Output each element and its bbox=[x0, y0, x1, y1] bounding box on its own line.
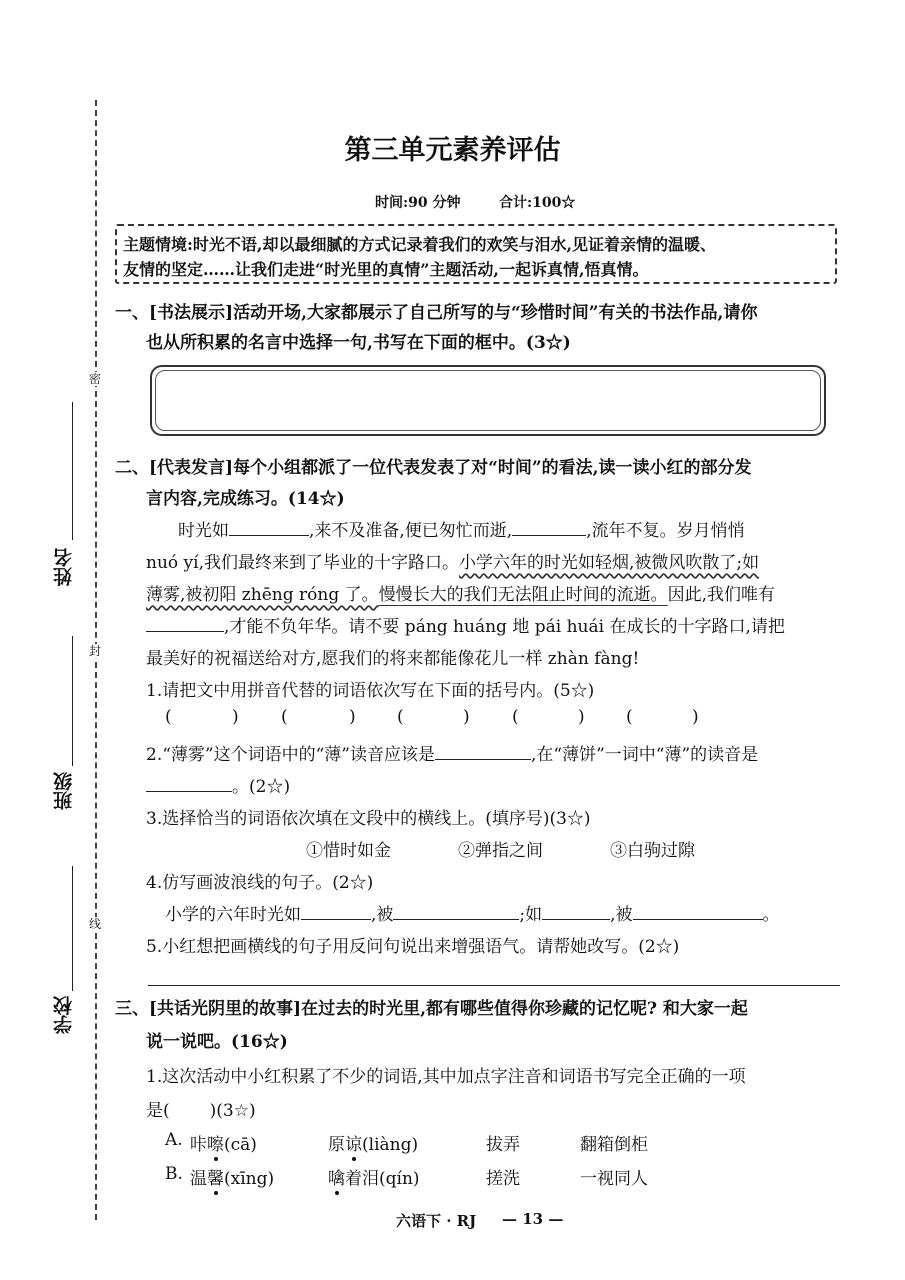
cut-word-seal: 密 bbox=[89, 372, 102, 386]
section1-heading-2: 也从所积累的名言中选择一句,书写在下面的框中。(3☆) bbox=[146, 333, 571, 353]
theme-box bbox=[115, 224, 837, 284]
class-field-line[interactable] bbox=[72, 636, 73, 766]
option-b-word-1: 温馨(xīng) bbox=[190, 1169, 275, 1189]
option-a-word-2: 原谅(liàng) bbox=[328, 1135, 419, 1155]
school-field-label: 学校 bbox=[53, 996, 75, 1034]
option-a-word-1: 咔嚓(cā) bbox=[190, 1135, 257, 1155]
question-2-5: 5.小红想把画横线的句子用反问句说出来增强语气。请帮她改写。(2☆) bbox=[146, 937, 680, 957]
paren-2-close: ) bbox=[349, 707, 356, 727]
option-b-label: B. bbox=[165, 1164, 183, 1184]
q4-blank-1[interactable] bbox=[301, 901, 371, 920]
section2-heading-1: 二、[代表发言]每个小组都派了一位代表发表了对“时间”的看法,读一读小红的部分发 bbox=[115, 458, 752, 478]
theme-line-1: 主题情境:时光不语,却以最细腻的方式记录着我们的欢笑与泪水,见证着亲情的温暖、 bbox=[123, 235, 717, 254]
question-2-4: 4.仿写画波浪线的句子。(2☆) bbox=[146, 873, 374, 893]
passage-blank-2[interactable] bbox=[512, 517, 586, 536]
passage-line-1: 时光如 ,来不及准备,便已匆忙而逝, ,流年不复。岁月悄悄 bbox=[178, 516, 745, 541]
name-field-label: 姓名 bbox=[53, 548, 75, 586]
q4-blank-2[interactable] bbox=[393, 901, 519, 920]
q2-blank-2[interactable] bbox=[146, 773, 232, 792]
q2-blank-1[interactable] bbox=[435, 741, 531, 760]
q4-fill-line: 小学的六年时光如 ,被 ;如 ,被 。 bbox=[165, 900, 780, 925]
paren-2-open: ( bbox=[281, 707, 288, 727]
underlined-sentence: 慢慢长大的我们无法阻止时间的流逝。 bbox=[378, 585, 668, 605]
class-field-label: 班级 bbox=[53, 772, 75, 810]
question-3-1: 1.这次活动中小红积累了不少的词语,其中加点字注音和词语书写完全正确的一项 bbox=[146, 1067, 746, 1087]
option-b-word-4: 一视同人 bbox=[580, 1169, 648, 1189]
exam-time: 时间:90 分钟 bbox=[375, 195, 461, 211]
option-a-label: A. bbox=[165, 1130, 183, 1150]
passage-line-2: nuó yí,我们最终来到了毕业的十字路口。小学六年的时光如轻烟,被微风吹散了;如 bbox=[146, 553, 760, 573]
section3-heading-1: 三、[共话光阴里的故事]在过去的时光里,都有哪些值得你珍藏的记忆呢? 和大家一起 bbox=[115, 999, 748, 1019]
paren-1-open: ( bbox=[165, 707, 172, 727]
cut-word-seal-2: 封 bbox=[89, 644, 102, 658]
option-a-word-4: 翻箱倒柜 bbox=[580, 1135, 648, 1155]
exam-total: 合计:100☆ bbox=[499, 195, 576, 211]
section2-heading-2: 言内容,完成练习。(14☆) bbox=[146, 489, 345, 509]
page-title: 第三单元素养评估 bbox=[344, 135, 561, 166]
name-field-line[interactable] bbox=[72, 402, 73, 540]
question-2-3: 3.选择恰当的词语依次填在文段中的横线上。(填序号)(3☆) bbox=[146, 809, 591, 829]
paren-5-open: ( bbox=[626, 707, 633, 727]
option-b-word-2: 噙着泪(qín) bbox=[328, 1169, 420, 1189]
calligraphy-answer-box[interactable] bbox=[150, 365, 826, 436]
section3-heading-2: 说一说吧。(16☆) bbox=[146, 1032, 288, 1052]
paren-3-open: ( bbox=[397, 707, 404, 727]
q4-blank-3[interactable] bbox=[542, 901, 610, 920]
q3-option-2: ②弹指之间 bbox=[458, 841, 543, 861]
passage-blank-3[interactable] bbox=[146, 613, 224, 632]
paren-5-close: ) bbox=[692, 707, 699, 727]
school-field-line[interactable] bbox=[72, 866, 73, 991]
paren-4-close: ) bbox=[578, 707, 585, 727]
paren-1-close: ) bbox=[232, 707, 239, 727]
paren-3-close: ) bbox=[463, 707, 470, 727]
question-2-2: 2.“薄雾”这个词语中的“薄”读音应该是 ,在“薄饼”一词中“薄”的读音是 bbox=[146, 740, 758, 765]
page-number: — 13 — bbox=[502, 1210, 564, 1228]
q3-option-3: ③白驹过隙 bbox=[610, 841, 695, 861]
option-a-word-3: 拔弄 bbox=[486, 1135, 520, 1155]
passage-line-5: 最美好的祝福送给对方,愿我们的将来都能像花儿一样 zhàn fàng! bbox=[146, 649, 640, 669]
option-b-word-3: 搓洗 bbox=[486, 1169, 520, 1189]
wavy-underlined-sentence: 小学六年的时光如轻烟,被微风吹散了;如 bbox=[458, 553, 760, 573]
paren-4-open: ( bbox=[512, 707, 519, 727]
section1-heading-1: 一、[书法展示]活动开场,大家都展示了自己所写的与“珍惜时间”有关的书法作品,请你 bbox=[115, 303, 758, 323]
question-3-1-cont: 是( )(3☆) bbox=[146, 1101, 256, 1121]
theme-line-2: 友情的坚定……让我们走进“时光里的真情”主题活动,一起诉真情,悟真情。 bbox=[123, 260, 649, 279]
footer-book: 六语下 · RJ bbox=[396, 1212, 477, 1230]
q3-option-1: ①惜时如金 bbox=[306, 841, 391, 861]
passage-line-4: ,才能不负年华。请不要 páng huáng 地 pái huái 在成长的十字路口,请把 bbox=[146, 612, 785, 637]
q4-blank-4[interactable] bbox=[633, 901, 763, 920]
q5-answer-line[interactable] bbox=[148, 985, 840, 986]
question-2-2-cont: 。(2☆) bbox=[146, 772, 290, 797]
passage-blank-1[interactable] bbox=[229, 517, 309, 536]
cut-word-line: 线 bbox=[89, 917, 102, 931]
passage-line-3: 薄雾,被初阳 zhēng róng 了。慢慢长大的我们无法阻止时间的流逝。因此,我们唯有 bbox=[146, 585, 776, 605]
question-2-1: 1.请把文中用拼音代替的词语依次写在下面的括号内。(5☆) bbox=[146, 681, 595, 701]
binding-cut-line bbox=[95, 100, 97, 1220]
